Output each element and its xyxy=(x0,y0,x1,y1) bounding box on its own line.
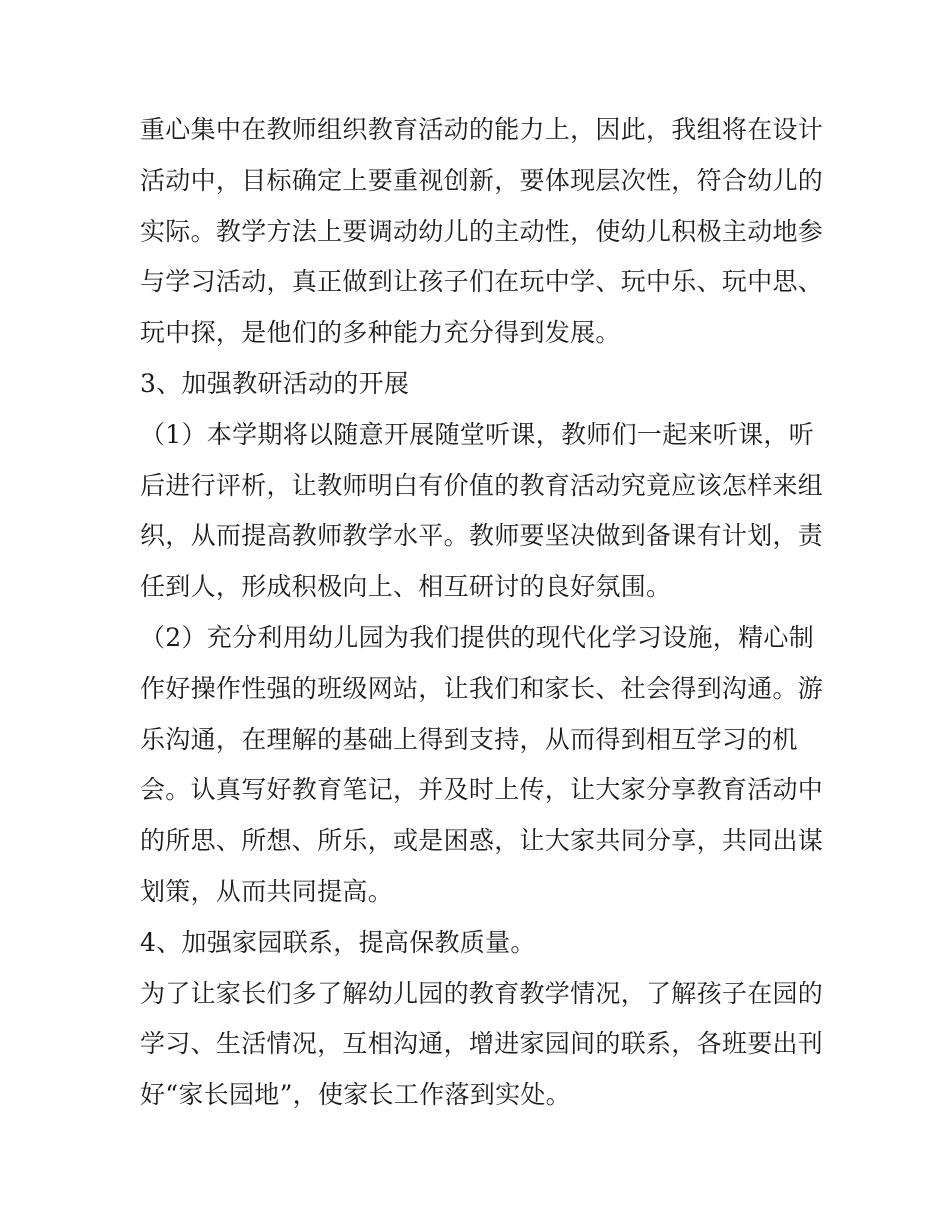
section-heading: 4、加强家园联系，提高保教质量。 xyxy=(140,927,536,957)
paragraph-line: 乐沟通，在理解的基础上得到支持，从而得到相互学习的机 xyxy=(140,724,798,754)
paragraph-line: 与学习活动，真正做到让孩子们在玩中学、玩中乐、玩中思、 xyxy=(140,267,824,297)
paragraph-line: 作好操作性强的班级网站，让我们和家长、社会得到沟通。游 xyxy=(140,673,824,703)
paragraph-line: 玩中探，是他们的多种能力充分得到发展。 xyxy=(140,318,621,348)
paragraph-line: 任到人，形成积极向上、相互研讨的良好氛围。 xyxy=(140,572,672,602)
paragraph-line: 织，从而提高教师教学水平。教师要坚决做到备课有计划，责 xyxy=(140,521,824,551)
paragraph-line: 重心集中在教师组织教育活动的能力上，因此，我组将在设计 xyxy=(140,115,824,144)
paragraph-line: （2）充分利用幼儿园为我们提供的现代化学习设施，精心制 xyxy=(140,622,815,652)
paragraph-line: 活动中，目标确定上要重视创新，要体现层次性，符合幼儿的 xyxy=(140,165,824,195)
paragraph-line: 会。认真写好教育笔记，并及时上传，让大家分享教育活动中 xyxy=(140,775,824,805)
paragraph-line: 的所思、所想、所乐，或是困惑，让大家共同分享，共同出谋 xyxy=(140,826,824,856)
paragraph-line: 划策，从而共同提高。 xyxy=(140,876,394,906)
paragraph-line: 学习、生活情况，互相沟通，增进家园间的联系，各班要出刊 xyxy=(140,1029,824,1059)
paragraph-line: 好“家长园地”，使家长工作落到实处。 xyxy=(140,1080,571,1110)
section-heading: 3、加强教研活动的开展 xyxy=(140,368,410,398)
paragraph-line: 实际。教学方法上要调动幼儿的主动性，使幼儿积极主动地参 xyxy=(140,216,824,246)
document-body xyxy=(140,105,824,1121)
paragraph-line: 后进行评析，让教师明白有价值的教育活动究竟应该怎样来组 xyxy=(140,470,824,500)
paragraph-line: 为了让家长们多了解幼儿园的教育教学情况，了解孩子在园的 xyxy=(140,978,824,1008)
paragraph-line: （1）本学期将以随意开展随堂听课，教师们一起来听课，听 xyxy=(140,419,815,449)
